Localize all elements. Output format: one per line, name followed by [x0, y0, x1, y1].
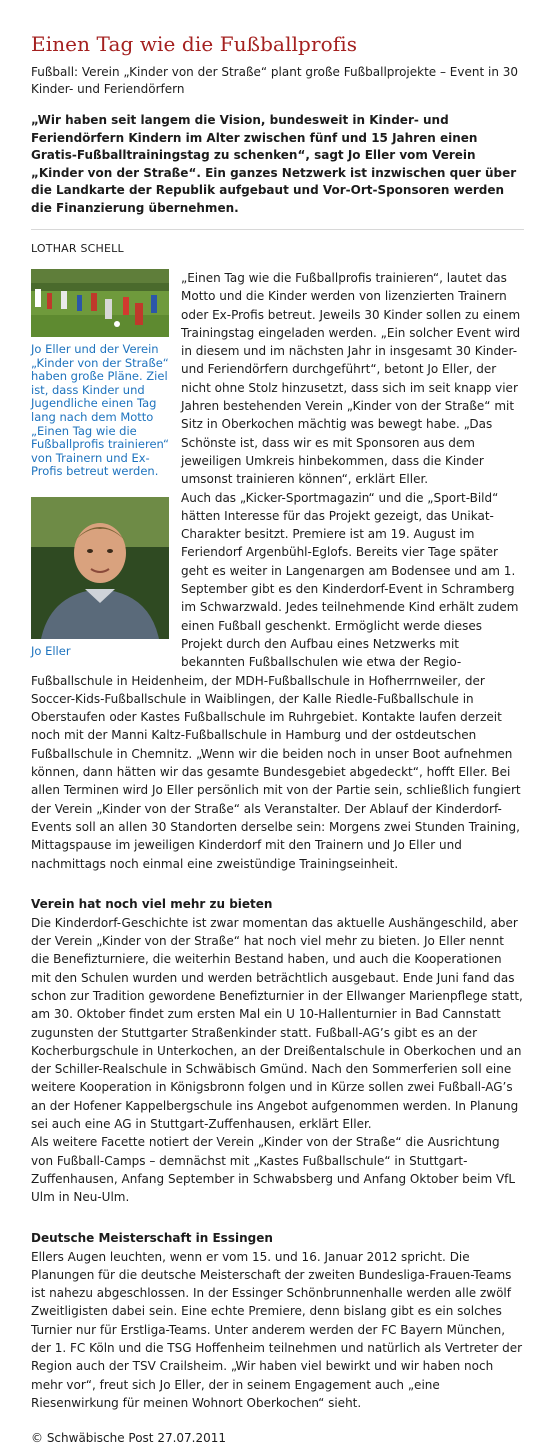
section-heading: Deutsche Meisterschaft in Essingen [31, 1230, 273, 1245]
image-caption: Jo Eller und der Verein „Kinder von der Straße“ haben große Pläne. Ziel ist, dass Kinder und Jugendliche einen Tag lang nach dem Motto „Einen Tag wie die Fußballprofis trainieren“ von Trainern und Ex-Profis betreut werden. [31, 342, 169, 479]
image-caption: Jo Eller [31, 643, 71, 658]
paragraph: Auch das „Kicker-Sportmagazin“ und die „Sport-Bild“ hätten Interesse für das Projekt gezeigt, das Unikat-Charakter besitzt. Premiere ist am 19. August im Feriendorf Argenbühl-Eglofs. Bereits vier Tage später geht es weiter in Langenargen am Bodensee und am 1. September gibt es den Kinderdorf-Event in Schramberg im Schwarzwald. Jedes teilnehmende Kind erhält zudem einen Fußball geschenkt. Ermöglicht werde dieses Projekt durch den Aufbau eines Netzwerks mit bekannten Fußballschulen wie etwa der Regio-Fußballschule in Heidenheim, der MDH-Fußballschule in Hofherrnweiler, der Soccer-Kids-Fußballschule in Waiblingen, der Kalle Riedle-Fußballschule in Oberstaufen oder Kastes Fußballschule im Ruhrgebiet. Kontakte laufen derzeit noch mit der Manni Kaltz-Fußballschule in Hamburg und der ostdeutschen Fußballschule in Chemnitz. „Wenn wir die beiden noch in unser Boot aufnehmen können, dann hätten wir das gesamte Bundesgebiet abgedeckt“, hofft Eller. Bei allen Terminen wird Jo Eller persönlich mit von der Partie sein, schließlich fungiert der Verein „Kinder von der Straße“ als Veranstalter. Der Ablauf der Kinderdorf-Events soll an allen 30 Standorten derselbe sein: Morgens zwei Stunden Training, Mittagspause im jeweiligen Kinderdorf mit den Trainern und Jo Eller und nachmittags noch einmal eine zweistündige Trainingseinheit. [31, 490, 521, 871]
article-subtitle: Fußball: Verein „Kinder von der Straße“ plant große Fußballprojekte – Event in 30 Kinder- und Feriendörfern [31, 65, 519, 96]
article-lead: „Wir haben seit langem die Vision, bundesweit in Kinder- und Feriendörfern Kindern im Alter zwischen fünf und 15 Jahren einen Gratis-Fußballtrainingstag zu schenken“, sagt Jo Eller vom Verein „Kinder von der Straße“. Ein ganzes Netzwerk ist inzwischen quer über die Landkarte der Republik aufgebaut und Vor-Ort-Sponsoren werden die Finanzierung übernehmen. [31, 113, 517, 215]
article-body [31, 269, 524, 1412]
section-heading: Verein hat noch viel mehr zu bieten [31, 896, 273, 911]
paragraph: Als weitere Facette notiert der Verein „Kinder von der Straße“ die Ausrichtung von Fußball-Camps – demnächst mit „Kastes Fußballschule“ in Stuttgart-Zuffenhausen, Anfang September in Schwabsberg und Anfang Oktober beim VfL Ulm in Neu-Ulm. [31, 1135, 516, 1205]
paragraph: „Einen Tag wie die Fußballprofis trainieren“, lautet das Motto und die Kinder werden von lizenzierten Trainern oder Ex-Profis betreut. Jeweils 30 Kinder sollen zu einem Trainingstag eingeladen werden. „Ein solcher Event wird in diesem und im nächsten Jahr in insgesamt 30 Kinder- und Feriendörfern durchgeführt“, betont Jo Eller, der nicht ohne Stolz hinzusetzt, dass sich im seit knapp vier Jahren bestehenden Verein „Kinder von der Straße“ mit Sitz in Oberkochen mächtig was bewegt habe. „Das Schönste ist, dass wir es mit Sponsoren aus dem jeweiligen Umkreis hinbekommen, dass die Kinder umsonst trainieren können“, erklärt Eller. [181, 271, 521, 487]
portrait-photo[interactable] [31, 497, 169, 639]
paragraph: Die Kinderdorf-Geschichte ist zwar momentan das aktuelle Aushängeschild, aber der Verein „Kinder von der Straße“ hat noch viel mehr zu bieten. Jo Eller nennt die Benefizturniere, die weiterhin Bestand haben, und auch die Kooperationen mit den Schulen wurden und werden beträchtlich ausgebaut. Ende Juni fand das schon zur Tradition gewordene Benefizturnier in der Ellwanger Marienpflege statt, am 30. Oktober findet zum ersten Mal ein U 10-Hallenturnier in Bad Cannstatt zugunsten der Stuttgarter Straßenkinder statt. Fußball-AG’s gibt es an der Kocherburgschule in Unterkochen, an der Dreißentalschule in Oberkochen und an der Schiller-Realschule in Schwäbisch Gmünd. Nach den Sommerferien soll eine weitere Kooperation in Königsbronn folgen und in Kürze sollen zwei Fußball-AG’s an der Hofener Kappelbergschule ins Angebot aufgenommen werden. In Planung sei auch eine AG in Stuttgart-Zuffenhausen, erklärt Eller. [31, 915, 523, 1132]
divider [31, 229, 524, 230]
article-title: Einen Tag wie die Fußballprofis [31, 32, 358, 56]
copyright-line: © Schwäbische Post 27.07.2011 [31, 1431, 227, 1446]
article-section [31, 1230, 524, 1413]
article-section [31, 896, 524, 1207]
paragraph: Ellers Augen leuchten, wenn er vom 15. und 16. Januar 2012 spricht. Die Planungen für die deutsche Meisterschaft der zweiten Bundesliga-Frauen-Teams ist nahezu abgeschlossen. In der Essinger Schönbrunnenhalle werden alle zwölf Zweitligisten dabei sein. Eine echte Premiere, denn bislang gibt es ein solches Turnier nur für Erstliga-Teams. Unter anderem werden der FC Bayern München, der 1. FC Köln und die TSG Hoffenheim teilnehmen und natürlich als Vertreter der Region auch der TSV Crailsheim. „Wir haben viel bewirkt und wir haben noch mehr vor“, freut sich Jo Eller, der in seinem Engagement auch „eine Riesenwirkung für meinen Wohnort Oberkochen“ sieht. [31, 1249, 523, 1410]
football-training-photo[interactable] [31, 269, 169, 337]
image-column [31, 269, 169, 659]
article-author: LOTHAR SCHELL [31, 242, 124, 255]
